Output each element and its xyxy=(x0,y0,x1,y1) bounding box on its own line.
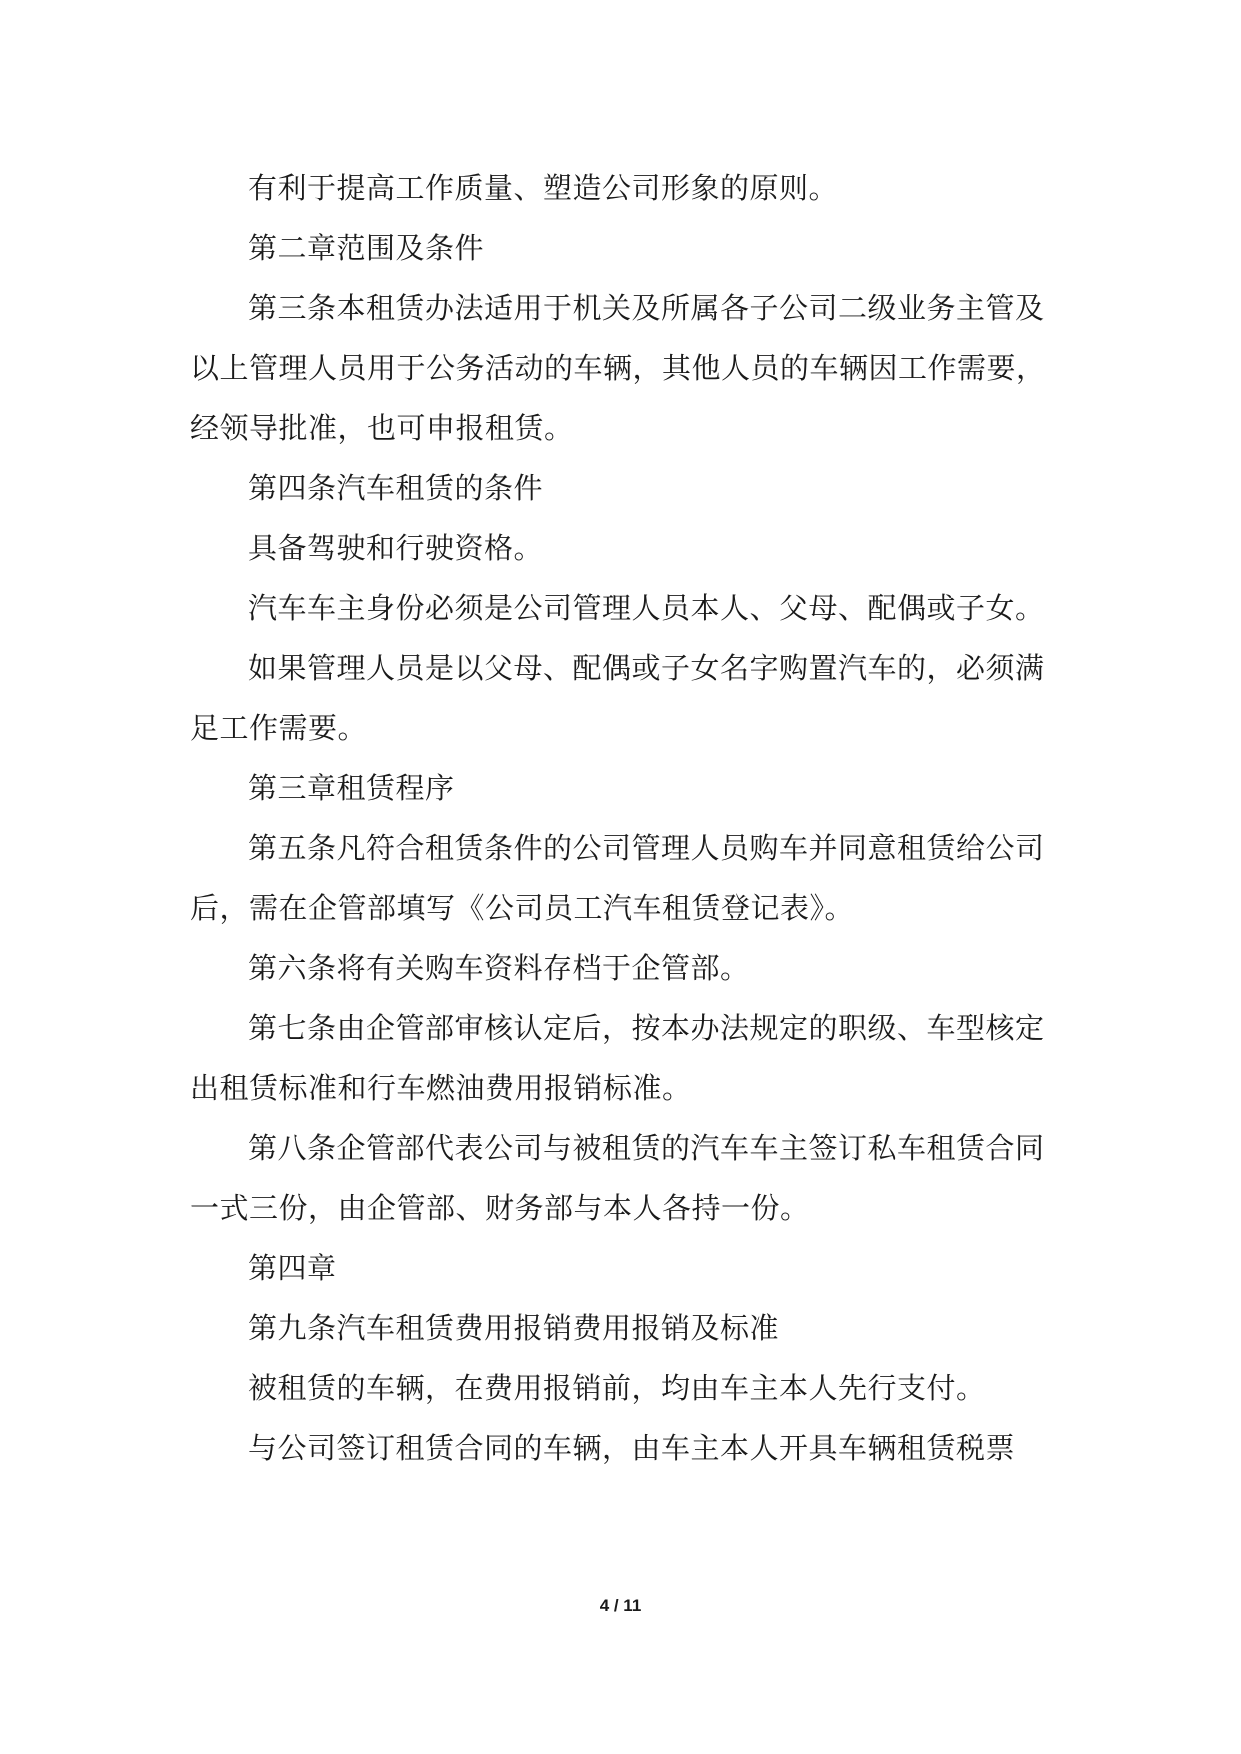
chapter-heading-2: 第二章范围及条件 xyxy=(248,231,485,265)
article-3: 第三条本租赁办法适用于机关及所属各子公司二级业务主管及以上管理人员用于公务活动的车辆，其他人员的车辆因工作需要，经领导批准，也可申报租赁。 xyxy=(190,291,1046,445)
condition-family-purchase: 如果管理人员是以父母、配偶或子女名字购置汽车的，必须满足工作需要。 xyxy=(190,651,1045,745)
reimbursement-invoice: 与公司签订租赁合同的车辆，由车主本人开具车辆租赁税票 xyxy=(248,1431,1016,1465)
article-7: 第七条由企管部审核认定后，按本办法规定的职级、车型核定出租赁标准和行车燃油费用报销标准。 xyxy=(190,1011,1045,1105)
reimbursement-prepay: 被租赁的车辆，在费用报销前，均由车主本人先行支付。 xyxy=(248,1371,986,1405)
paragraph-principle: 有利于提高工作质量、塑造公司形象的原则。 xyxy=(248,171,839,205)
condition-qualification: 具备驾驶和行驶资格。 xyxy=(248,531,544,565)
chapter-heading-4: 第四章 xyxy=(248,1251,337,1285)
article-5: 第五条凡符合租赁条件的公司管理人员购车并同意租赁给公司后，需在企管部填写《公司员工汽车租赁登记表》。 xyxy=(190,831,1045,925)
document-body xyxy=(190,158,1052,1478)
chapter-heading-3: 第三章租赁程序 xyxy=(248,771,455,805)
condition-owner-identity: 汽车车主身份必须是公司管理人员本人、父母、配偶或子女。 xyxy=(248,591,1045,625)
article-9-heading: 第九条汽车租赁费用报销费用报销及标准 xyxy=(248,1311,780,1345)
article-4-heading: 第四条汽车租赁的条件 xyxy=(248,471,544,505)
article-8: 第八条企管部代表公司与被租赁的汽车车主签订私车租赁合同一式三份，由企管部、财务部与本人各持一份。 xyxy=(190,1131,1045,1225)
page-number: 4 / 11 xyxy=(599,1596,642,1615)
article-6: 第六条将有关购车资料存档于企管部。 xyxy=(248,951,750,985)
